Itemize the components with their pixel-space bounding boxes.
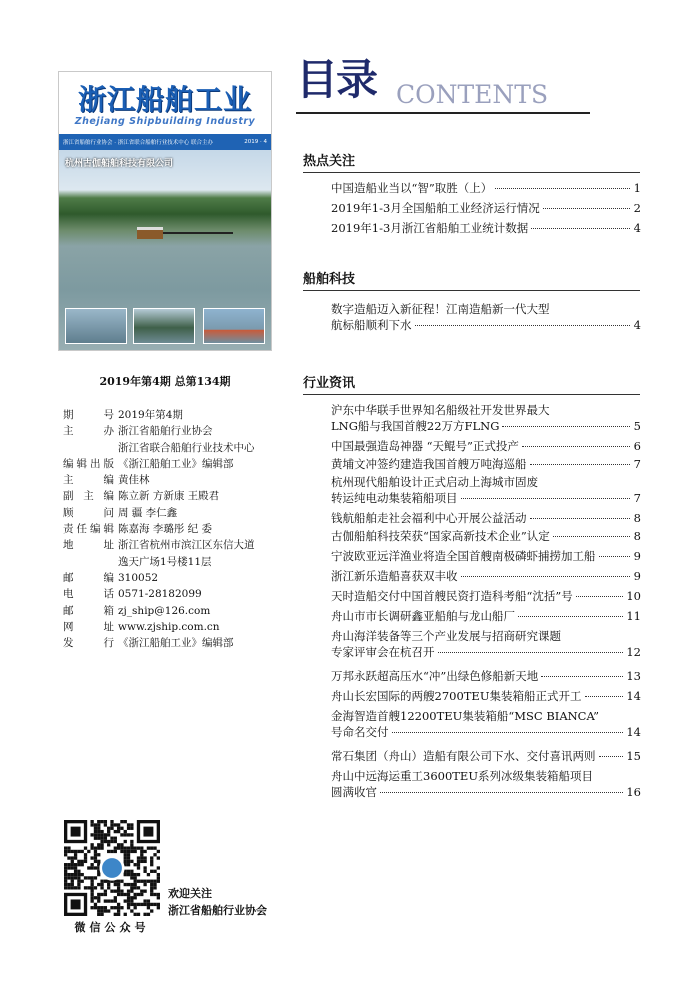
follow-line-1: 欢迎关注 <box>168 887 212 900</box>
info-row <box>63 521 255 537</box>
toc-entry-title: 舟山长宏国际的两艘2700TEU集装箱船正式开工 <box>331 689 582 703</box>
toc-entry-title: 2019年1-3月浙江省船舶工业统计数据 <box>331 221 529 235</box>
toc-leader-dots <box>599 756 624 757</box>
toc-page-number: 15 <box>626 749 641 763</box>
info-row <box>63 456 255 472</box>
toc-entry[interactable] <box>331 688 641 704</box>
info-value: 浙江省杭州市滨江区东信大道 <box>118 539 255 552</box>
toc-entry-title: 天时造船交付中国首艘民资打造科考船“沈括”号 <box>331 589 573 603</box>
toc-leader-dots <box>461 498 631 499</box>
section-heading: 船舶科技 <box>303 272 356 287</box>
cover-thumb-1 <box>65 308 127 344</box>
toc-entry-title: 常石集团（舟山）造船有限公司下水、交付喜讯两则 <box>331 749 596 763</box>
info-key: 副主编 <box>63 490 114 503</box>
info-row <box>63 603 255 619</box>
cover-thumb-3 <box>203 308 265 344</box>
cover-company: 杭州古伽船舶科技有限公司 <box>65 159 174 169</box>
cover-title: 浙江船舶工业 <box>77 83 252 116</box>
info-value: 0571-28182099 <box>118 588 202 601</box>
toc-entry-title: 航标船顺利下水 <box>331 318 412 332</box>
info-key <box>63 440 114 456</box>
cover-subtitle: Zhejiang Shipbuilding Industry <box>74 116 256 127</box>
toc-entry-title: 中国最强造岛神器 “天鲲号”正式投产 <box>331 439 519 453</box>
info-value: 黄佳林 <box>118 474 150 487</box>
toc-entry[interactable] <box>331 200 641 216</box>
toc-entry[interactable] <box>331 748 641 764</box>
toc-page-number: 10 <box>626 589 641 603</box>
info-key: 网址 <box>63 620 114 633</box>
toc-page-number: 4 <box>633 318 641 332</box>
toc-entry-title: 杭州现代船舶设计正式启动上海城市固废 <box>331 475 538 489</box>
toc-leader-dots <box>522 446 630 447</box>
toc-entry[interactable] <box>331 510 641 526</box>
info-value: 陈嘉海 李璐彤 纪 委 <box>118 523 213 536</box>
toc-entry-title: LNG船与我国首艘22万方FLNG <box>331 419 500 433</box>
section-rule <box>303 172 640 173</box>
toc-leader-dots <box>392 732 624 733</box>
info-value: 浙江省船舶行业协会 <box>118 425 213 438</box>
cover-organizers: 浙江省船舶行业协会 · 浙江省联合船舶行业技术中心 联合主办 <box>63 140 213 146</box>
toc-page-number: 14 <box>626 725 641 739</box>
info-key: 发行 <box>63 637 114 650</box>
toc-page-number: 8 <box>633 529 641 543</box>
info-row <box>63 440 255 456</box>
toc-entry-title: 中国造船业当以“智”取胜（上） <box>331 181 493 195</box>
cover-issue: 2019 · 4 <box>244 139 267 145</box>
qr-code-icon <box>64 820 160 916</box>
toc-entry[interactable] <box>331 668 641 684</box>
toc-page-number: 4 <box>633 221 641 235</box>
toc-page-number: 5 <box>633 419 641 433</box>
toc-page-number: 9 <box>633 569 641 583</box>
info-row <box>63 635 255 651</box>
toc-leader-dots <box>531 228 630 229</box>
info-row <box>63 537 255 553</box>
toc-entry-title: 钱航船舶走社会福利中心开展公益活动 <box>331 511 527 525</box>
info-row <box>63 423 255 439</box>
toc-entry[interactable] <box>331 768 641 800</box>
toc-leader-dots <box>380 792 623 793</box>
info-key: 责任编辑 <box>63 523 114 536</box>
toc-entry-title: 号命名交付 <box>331 725 389 739</box>
toc-entry-title: 黄埔文冲签约建造我国首艘万吨海巡船 <box>331 457 527 471</box>
toc-leader-dots <box>599 556 631 557</box>
info-key: 邮编 <box>63 571 114 584</box>
info-value: www.zjship.com.cn <box>118 620 220 633</box>
masthead-info <box>63 407 255 651</box>
toc-leader-dots <box>502 426 630 427</box>
toc-entry-title: 2019年1-3月全国船舶工业经济运行情况 <box>331 201 540 215</box>
toc-page-number: 7 <box>633 491 641 505</box>
section-heading: 行业资讯 <box>303 376 356 391</box>
toc-entry[interactable] <box>331 528 641 544</box>
info-value: 2019年第4期 <box>118 409 183 421</box>
toc-entry[interactable] <box>331 220 641 236</box>
info-key: 编辑出版 <box>63 457 114 470</box>
toc-page-number: 7 <box>633 457 641 471</box>
info-row <box>63 570 255 586</box>
info-key: 期号 <box>63 409 114 421</box>
info-row <box>63 619 255 635</box>
toc-entry[interactable] <box>331 438 641 454</box>
toc-leader-dots <box>530 518 631 519</box>
info-key <box>63 554 114 570</box>
cover-pipe <box>163 232 233 234</box>
toc-entry-title: 转运纯电动集装箱船项目 <box>331 491 458 505</box>
toc-entry-title: 舟山中远海运重工3600TEU系列冰级集装箱船项目 <box>331 769 594 783</box>
magazine-cover <box>59 72 271 350</box>
toc-leader-dots <box>495 188 630 189</box>
toc-entry[interactable] <box>331 628 641 660</box>
toc-entry-title: 浙江新乐造船喜获双丰收 <box>331 569 458 583</box>
info-value: 浙江省联合船舶行业技术中心 <box>118 441 255 454</box>
cover-boat <box>137 227 163 239</box>
toc-page-number: 11 <box>626 609 641 623</box>
cover-thumb-2 <box>133 308 195 344</box>
toc-page-number: 9 <box>633 549 641 563</box>
toc-entry-title: 古伽船舶科技荣获“国家高新技术企业”认定 <box>331 529 550 543</box>
info-key: 邮箱 <box>63 604 114 617</box>
toc-entry[interactable] <box>331 708 641 740</box>
toc-leader-dots <box>553 536 630 537</box>
toc-entry[interactable] <box>331 180 641 196</box>
toc-leader-dots <box>585 696 624 697</box>
toc-leader-dots <box>576 596 624 597</box>
toc-page-number: 8 <box>633 511 641 525</box>
toc-leader-dots <box>518 616 623 617</box>
info-value: 《浙江船舶工业》编辑部 <box>118 457 234 470</box>
info-row <box>63 505 255 521</box>
follow-line-2: 浙江省船舶行业协会 <box>168 904 267 917</box>
toc-leader-dots <box>530 464 631 465</box>
info-value: 陈立新 方新康 王殿君 <box>118 490 220 503</box>
toc-entry[interactable] <box>331 456 641 472</box>
toc-page-number: 16 <box>626 785 641 799</box>
info-key: 地址 <box>63 539 114 552</box>
toc-entry-title: 沪东中华联手世界知名船级社开发世界最大 <box>331 403 550 417</box>
issue-line: 2019年第4期 总第134期 <box>99 375 231 388</box>
toc-page-number: 12 <box>626 645 641 659</box>
toc-entry-title: 圆满收官 <box>331 785 377 799</box>
toc-leader-dots <box>543 208 630 209</box>
toc-leader-dots <box>461 576 631 577</box>
info-key: 顾问 <box>63 506 114 519</box>
info-value: zj_ship@126.com <box>118 604 211 617</box>
qr-caption: 微信公众号 <box>74 921 150 934</box>
toc-page-number: 6 <box>633 439 641 453</box>
section-rule <box>303 394 640 395</box>
section-heading: 热点关注 <box>303 154 356 169</box>
info-value: 逸天广场1号楼11层 <box>118 555 212 568</box>
toc-entry-title: 舟山海洋装备等三个产业发展与招商研究课题 <box>331 629 561 643</box>
info-row <box>63 586 255 602</box>
toc-entry[interactable] <box>331 568 641 584</box>
info-value: 《浙江船舶工业》编辑部 <box>118 637 234 650</box>
info-key: 电话 <box>63 588 114 601</box>
info-row <box>63 554 255 570</box>
info-key: 主编 <box>63 474 114 487</box>
toc-entry-title: 万邦永跃超高压水“冲”出绿色修船新天地 <box>331 669 539 683</box>
toc-entry-title: 专家评审会在杭召开 <box>331 645 435 659</box>
info-value: 310052 <box>118 571 159 584</box>
info-row <box>63 407 255 423</box>
toc-leader-dots <box>438 652 624 653</box>
toc-entry-title: 舟山市市长调研鑫亚船舶与龙山船厂 <box>331 609 515 623</box>
toc-entry[interactable] <box>331 301 641 333</box>
toc-entry-title: 数字造船迈入新征程！江南造船新一代大型 <box>331 302 550 316</box>
info-value: 周 疆 李仁鑫 <box>118 506 178 519</box>
follow-text <box>168 885 267 919</box>
toc-entry[interactable] <box>331 548 641 564</box>
toc-page-number: 2 <box>633 201 641 215</box>
info-row <box>63 488 255 504</box>
toc-leader-dots <box>415 325 631 326</box>
toc-entry[interactable] <box>331 608 641 624</box>
toc-leader-dots <box>541 676 623 677</box>
cover-issue-bar <box>59 134 271 150</box>
contents-title-en: CONTENTS <box>396 80 549 109</box>
toc-page-number: 14 <box>626 689 641 703</box>
toc-entry-title: 金海智造首艘12200TEU集装箱船“MSC BIANCA” <box>331 709 599 723</box>
info-key: 主办 <box>63 425 114 438</box>
info-row <box>63 472 255 488</box>
toc-page-number: 1 <box>633 181 641 195</box>
section-rule <box>303 290 640 291</box>
toc-entry[interactable] <box>331 474 641 506</box>
toc-entry[interactable] <box>331 588 641 604</box>
contents-rule <box>296 112 590 114</box>
toc-entry[interactable] <box>331 402 641 434</box>
toc-page-number: 13 <box>626 669 641 683</box>
toc-entry-title: 宁波欧亚远洋渔业将造全国首艘南极磷虾捕捞加工船 <box>331 549 596 563</box>
contents-title: 目录 <box>296 55 377 104</box>
